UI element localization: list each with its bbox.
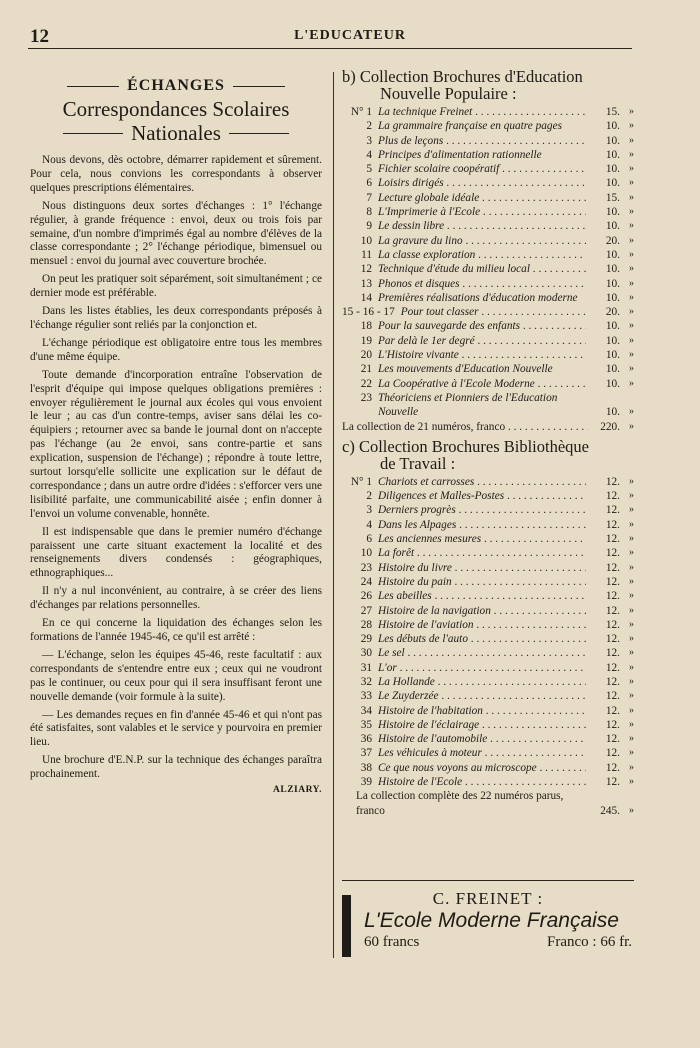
- article-paragraph: Nous distinguons deux sortes d'échanges : 1° l'échange régulier, à grande fréquence : envoi, deux ou trois fois par semaine, d'un nombre d'imprimés égal au nombre d'élèves de la classe correspondante ; 2° l'échange périodique, bimensuel ou mensuel : envoi du journal avec couverture brochée.: [30, 199, 322, 268]
- item-title: Histoire de la navigation . . .: [378, 604, 586, 618]
- item-price: 12.: [605, 590, 620, 603]
- item-price: 12.: [605, 661, 620, 674]
- rule-left: [63, 133, 123, 134]
- ad-franco-price: Franco : 66 fr.: [547, 934, 632, 950]
- item-number: 6: [366, 533, 372, 546]
- catalogue-item: [342, 746, 634, 760]
- header-rule: [28, 48, 632, 49]
- item-title: Pour tout classer . . .: [401, 305, 586, 319]
- item-title: Histoire de l'éclairage . . .: [378, 718, 586, 732]
- item-title: L'Histoire vivante . . .: [378, 348, 586, 362]
- item-price: 12.: [605, 647, 620, 660]
- item-title: Technique d'étude du milieu local . . .: [378, 262, 586, 276]
- item-number: 9: [366, 220, 372, 233]
- item-unit: »: [629, 504, 634, 516]
- item-number: 24: [360, 575, 372, 588]
- item-number: 20: [360, 349, 372, 362]
- item-title: Chariots et carrosses . . .: [378, 475, 586, 489]
- item-title: Dans les Alpages . . .: [378, 518, 586, 532]
- item-title: Les mouvements d'Education Nouvelle: [378, 363, 553, 376]
- article-title: Correspondances Scolaires: [62, 97, 290, 121]
- item-title: Loisirs dirigés . . .: [378, 176, 586, 190]
- title-line2-text: Nationales: [131, 121, 221, 145]
- catalogue-item: [342, 546, 634, 560]
- item-title: La gravure du lino . . .: [378, 234, 586, 248]
- collection-b-list: [342, 105, 634, 420]
- item-title: Lecture globale idéale . . .: [378, 191, 586, 205]
- item-number: 5: [366, 163, 372, 176]
- item-price: 12.: [605, 533, 620, 546]
- catalogue-item: [342, 618, 634, 632]
- catalogue-item: [342, 661, 634, 675]
- echanges-article: [30, 76, 322, 798]
- item-unit: »: [629, 661, 634, 673]
- total-price: 245.: [600, 804, 620, 817]
- item-price: 10.: [605, 363, 620, 376]
- collection-c-title-line2: de Travail :: [380, 453, 456, 473]
- catalogue-item: [342, 632, 634, 646]
- page-header: [28, 26, 672, 48]
- item-number: 15 - 16 - 17: [342, 306, 395, 319]
- item-number: 27: [360, 604, 372, 617]
- item-number: 12: [360, 263, 372, 276]
- catalogue-item: [342, 148, 634, 162]
- item-title: Derniers progrès . . .: [378, 503, 586, 517]
- item-title: Les anciennes mesures . . .: [378, 532, 586, 546]
- catalogue-item: [342, 134, 634, 148]
- article-paragraph: Toute demande d'incorporation entraîne l'observation de l'esprit d'équipe qui impose quelques obligations premières : envoyer régulièrement le journal aux écoles qui vous envoient le leur ; au cas d'un contre-temps, aviser sans délai les co-équipiers ; retourner avec sa bande le journal dont on n'accepte pas l'échange (au 2e envoi, sans contre-partie et sans explication, suspension de l'échange) ; répondre à toute lettre, surtout lorsqu'elle sollicite une explication sur le défaut de correspondance ; dans un autre ordre d'idées : s'efforcer vers une lisibilité parfaite, une communicabilité aisée ; enfin donner à l'envoi un volume convenable, honnête.: [30, 368, 322, 520]
- item-unit: »: [629, 248, 634, 260]
- collection-c-total: [342, 789, 634, 818]
- catalogue-item: [342, 503, 634, 517]
- item-price: 10.: [605, 277, 620, 290]
- catalogue-item: [342, 518, 634, 532]
- item-unit: »: [629, 406, 634, 418]
- item-unit: »: [629, 533, 634, 545]
- item-title: La Coopérative à l'Ecole Moderne . . .: [378, 377, 586, 391]
- catalogue-item: [342, 704, 634, 718]
- catalogue-item: [342, 105, 634, 119]
- item-number: 31: [360, 661, 372, 674]
- catalogue-item: [342, 561, 634, 575]
- item-number: 35: [360, 718, 372, 731]
- item-unit: »: [629, 220, 634, 232]
- catalogue-item: [342, 604, 634, 618]
- collection-b-title-line1: b) Collection Brochures d'Education: [342, 67, 583, 86]
- item-price: 10.: [605, 349, 620, 362]
- item-price: 12.: [605, 561, 620, 574]
- ad-price: 60 francs: [364, 934, 420, 950]
- item-title: Histoire de l'Ecole . . .: [378, 775, 586, 789]
- item-price: 12.: [605, 776, 620, 789]
- item-unit: »: [629, 134, 634, 146]
- item-price: 12.: [605, 490, 620, 503]
- item-price: 10.: [605, 220, 620, 233]
- article-paragraph: — Les demandes reçues en fin d'année 45-46 et qui n'ont pas été satisfaites, sont valables et le service y pourvoira en premier lieu.: [30, 708, 322, 749]
- catalogue-item: [342, 718, 634, 732]
- article-paragraph: Dans les listes établies, les deux correspondants préposés à l'échange régulier sont reliés par la conjonction et.: [30, 305, 322, 331]
- item-price: 10.: [605, 377, 620, 390]
- collection-b-total: [342, 420, 634, 434]
- item-unit: »: [629, 761, 634, 773]
- item-number: 19: [360, 334, 372, 347]
- collection-b-title-line2: Nouvelle Populaire :: [380, 84, 517, 103]
- item-number: 21: [360, 363, 372, 376]
- item-unit: »: [629, 177, 634, 189]
- item-price: 10.: [605, 206, 620, 219]
- catalogue-item: [342, 532, 634, 546]
- catalogue-item: [342, 689, 634, 703]
- item-price: 12.: [605, 718, 620, 731]
- item-title: Diligences et Malles-Postes . . .: [378, 489, 586, 503]
- item-title: Théoriciens et Pionniers de l'Education Nouvelle: [378, 391, 558, 419]
- item-unit: »: [629, 575, 634, 587]
- catalogue-item: [342, 761, 634, 775]
- rule-right: [233, 86, 285, 87]
- ad-author: C. FREINET :: [432, 889, 544, 908]
- article-paragraph: On peut les pratiquer soit séparément, soit simultanément ; ce dernier mode est préférable.: [30, 273, 322, 300]
- item-price: 12.: [605, 604, 620, 617]
- item-number: 28: [360, 618, 372, 631]
- item-price: 12.: [605, 518, 620, 531]
- item-unit: »: [629, 306, 634, 318]
- item-unit: »: [629, 234, 634, 246]
- item-title: Histoire de l'automobile . . .: [378, 732, 586, 746]
- ad-book-title: L'Ecole Moderne Française: [364, 909, 619, 932]
- item-unit: »: [629, 690, 634, 702]
- article-paragraph: Il n'y a nul inconvénient, au contraire, à se créer des liens d'échanges par relations personnelles.: [30, 585, 322, 612]
- item-price: 12.: [605, 704, 620, 717]
- journal-title: L'EDUCATEUR: [294, 28, 406, 43]
- item-unit: »: [629, 618, 634, 630]
- item-unit: »: [629, 776, 634, 788]
- catalogue-item: [342, 176, 634, 190]
- rule-left: [67, 86, 119, 87]
- item-number: 18: [360, 320, 372, 333]
- catalogue-item: [342, 675, 634, 689]
- item-number: 26: [360, 590, 372, 603]
- item-unit: »: [629, 590, 634, 602]
- item-number: 4: [366, 518, 372, 531]
- item-unit: »: [629, 291, 634, 303]
- item-title: Pour la sauvegarde des enfants . . .: [378, 319, 586, 333]
- catalogue-item: [342, 305, 634, 319]
- item-number: 39: [360, 776, 372, 789]
- catalogue-item: [342, 119, 634, 133]
- item-title: La technique Freinet . . .: [378, 105, 586, 119]
- item-price: 10.: [605, 163, 620, 176]
- item-unit: »: [629, 604, 634, 616]
- item-unit: »: [629, 191, 634, 203]
- total-unit: »: [629, 420, 634, 432]
- article-paragraph: Il est indispensable que dans le premier numéro d'échange paraissent une carte situant exactement la localité et des renseignements divers condensés : géographiques, ethnographiques...: [30, 525, 322, 580]
- item-title: Histoire du livre . . .: [378, 561, 586, 575]
- item-unit: »: [629, 206, 634, 218]
- article-paragraph: Nous devons, dès octobre, démarrer rapidement et sûrement. Pour cela, nous convions les correspondants à observer quelques prescriptions élémentaires.: [30, 154, 322, 194]
- article-body: [30, 154, 322, 782]
- item-title: La Hollande . . .: [378, 675, 586, 689]
- total-price: 220.: [600, 420, 620, 433]
- catalogue-item: [342, 475, 634, 489]
- collection-c-title-line1: c) Collection Brochures Bibliothèque: [342, 436, 589, 456]
- total-label: La collection de 21 numéros, franco . . .: [342, 420, 588, 434]
- item-title: La forêt . . .: [378, 546, 586, 560]
- catalogue-item: [342, 489, 634, 503]
- item-number: 23: [360, 561, 372, 574]
- catalogue-item: [342, 248, 634, 262]
- item-price: 10.: [605, 320, 620, 333]
- catalogue-item: [342, 362, 634, 376]
- item-price: 10.: [605, 248, 620, 261]
- item-number: 32: [360, 675, 372, 688]
- item-unit: »: [629, 733, 634, 745]
- item-unit: »: [629, 163, 634, 175]
- item-number: 2: [366, 120, 372, 133]
- item-number: 36: [360, 733, 372, 746]
- item-price: 20.: [605, 306, 620, 319]
- item-title: Histoire de l'aviation . . .: [378, 618, 586, 632]
- catalogue-item: [342, 646, 634, 660]
- item-price: 15.: [605, 191, 620, 204]
- item-price: 10.: [605, 120, 620, 133]
- item-price: 10.: [605, 177, 620, 190]
- item-number: 10: [360, 547, 372, 560]
- item-price: 12.: [605, 761, 620, 774]
- item-unit: »: [629, 120, 634, 132]
- item-title: Ce que nous voyons au microscope . . .: [378, 761, 586, 775]
- column-divider: [333, 72, 334, 958]
- item-title: L'or . . .: [378, 661, 586, 675]
- article-paragraph: Une brochure d'E.N.P. sur la technique des échanges paraîtra prochainement.: [30, 754, 322, 781]
- item-price: 12.: [605, 475, 620, 488]
- kicker-text: ÉCHANGES: [127, 77, 225, 95]
- item-price: 10.: [605, 291, 620, 304]
- collection-c-title: [342, 438, 634, 472]
- brochures-catalogue: [342, 68, 634, 818]
- item-number: 6: [366, 177, 372, 190]
- total-label: La collection complète des 22 numéros parus, franco: [356, 790, 564, 817]
- item-number: 33: [360, 690, 372, 703]
- item-title: Fichier scolaire coopératif . . .: [378, 162, 586, 176]
- item-price: 10.: [605, 334, 620, 347]
- item-price: 12.: [605, 575, 620, 588]
- item-unit: »: [629, 320, 634, 332]
- item-unit: »: [629, 490, 634, 502]
- article-paragraph: — L'échange, selon les équipes 45-46, reste facultatif : aux correspondants de s'entendre entre eux ; ceux qui ne voudront pas le continuer, ou ceux pour qui il sera insuffisant feront une nouvelle demande (voir formule à la suite).: [30, 648, 322, 703]
- item-number: N° 1: [350, 106, 372, 118]
- catalogue-item: [342, 205, 634, 219]
- catalogue-item: [342, 277, 634, 291]
- item-price: 12.: [605, 618, 620, 631]
- item-price: 15.: [605, 106, 620, 118]
- item-price: 12.: [605, 690, 620, 703]
- total-unit: »: [629, 804, 634, 816]
- item-unit: »: [629, 718, 634, 730]
- article-kicker: [30, 76, 322, 96]
- article-paragraph: L'échange périodique est obligatoire entre tous les membres d'une même équipe.: [30, 336, 322, 363]
- item-number: 38: [360, 761, 372, 774]
- item-title: Les véhicules à moteur . . .: [378, 746, 586, 760]
- item-title: Les abeilles . . .: [378, 589, 586, 603]
- item-title: L'Imprimerie à l'Ecole . . .: [378, 205, 586, 219]
- item-title: Le dessin libre . . .: [378, 219, 586, 233]
- item-unit: »: [629, 363, 634, 375]
- item-number: 13: [360, 277, 372, 290]
- item-title: Par delà le 1er degré . . .: [378, 334, 586, 348]
- item-price: 12.: [605, 675, 620, 688]
- item-number: 29: [360, 633, 372, 646]
- item-title: Premières réalisations d'éducation moderne: [378, 291, 578, 304]
- article-title-line2: [30, 121, 322, 145]
- item-price: 10.: [605, 263, 620, 276]
- item-unit: »: [629, 647, 634, 659]
- item-number: 14: [360, 291, 372, 304]
- item-title: Plus de leçons . . .: [378, 134, 586, 148]
- article-paragraph: En ce qui concerne la liquidation des échanges selon les formations de l'année 1945-46, ce qu'il est arrêté :: [30, 617, 322, 643]
- item-number: N° 1: [350, 475, 372, 488]
- item-unit: »: [629, 106, 634, 117]
- item-number: 10: [360, 234, 372, 247]
- item-unit: »: [629, 561, 634, 573]
- item-number: 3: [366, 134, 372, 147]
- item-title: La grammaire française en quatre pages: [378, 120, 562, 133]
- collection-b-title: [342, 68, 634, 102]
- item-number: 34: [360, 704, 372, 717]
- item-title: Histoire du pain . . .: [378, 575, 586, 589]
- item-title: Le sel . . .: [378, 646, 586, 660]
- item-unit: »: [629, 675, 634, 687]
- catalogue-item: [342, 575, 634, 589]
- catalogue-item: [342, 334, 634, 348]
- item-unit: »: [629, 547, 634, 559]
- page-number: 12: [30, 26, 49, 47]
- catalogue-item: [342, 234, 634, 248]
- item-unit: »: [629, 518, 634, 530]
- item-number: 22: [360, 377, 372, 390]
- item-unit: »: [629, 704, 634, 716]
- item-unit: »: [629, 349, 634, 361]
- item-title: Les débuts de l'auto . . .: [378, 632, 586, 646]
- rule-right: [229, 133, 289, 134]
- catalogue-item: [342, 291, 634, 305]
- catalogue-item: [342, 348, 634, 362]
- advertisement: [342, 880, 634, 957]
- item-number: 23: [360, 391, 372, 404]
- item-title: Phonos et disques . . .: [378, 277, 586, 291]
- item-number: 8: [366, 206, 372, 219]
- item-unit: »: [629, 633, 634, 645]
- item-title: Histoire de l'habitation . . .: [378, 704, 586, 718]
- item-number: 11: [361, 248, 372, 261]
- item-unit: »: [629, 377, 634, 389]
- item-number: 30: [360, 647, 372, 660]
- item-number: 4: [366, 148, 372, 161]
- item-price: 12.: [605, 633, 620, 646]
- item-number: 3: [366, 504, 372, 517]
- item-number: 7: [366, 191, 372, 204]
- item-price: 12.: [605, 504, 620, 517]
- item-price: 10.: [605, 406, 620, 419]
- item-price: 12.: [605, 747, 620, 760]
- catalogue-item: [342, 319, 634, 333]
- item-number: 37: [360, 747, 372, 760]
- item-number: 2: [366, 490, 372, 503]
- item-title: Le Zuyderzée . . .: [378, 689, 586, 703]
- catalogue-item: [342, 262, 634, 276]
- item-title: La classe exploration . . .: [378, 248, 586, 262]
- item-price: 20.: [605, 234, 620, 247]
- catalogue-item: [342, 732, 634, 746]
- article-signature: ALZIARY.: [273, 785, 322, 796]
- item-price: 12.: [605, 547, 620, 560]
- item-price: 10.: [605, 148, 620, 161]
- catalogue-item: [342, 377, 634, 391]
- item-unit: »: [629, 263, 634, 275]
- catalogue-item: [342, 219, 634, 233]
- catalogue-item: [342, 162, 634, 176]
- item-unit: »: [629, 277, 634, 289]
- catalogue-item: [342, 191, 634, 205]
- item-price: 10.: [605, 134, 620, 147]
- item-price: 12.: [605, 733, 620, 746]
- item-unit: »: [629, 334, 634, 346]
- collection-c-list: [342, 475, 634, 790]
- item-title: Principes d'alimentation rationnelle: [378, 148, 542, 161]
- catalogue-item: [342, 775, 634, 789]
- item-unit: »: [629, 747, 634, 759]
- catalogue-item: [342, 589, 634, 603]
- item-unit: »: [629, 148, 634, 160]
- catalogue-item: [342, 391, 634, 420]
- item-unit: »: [629, 475, 634, 487]
